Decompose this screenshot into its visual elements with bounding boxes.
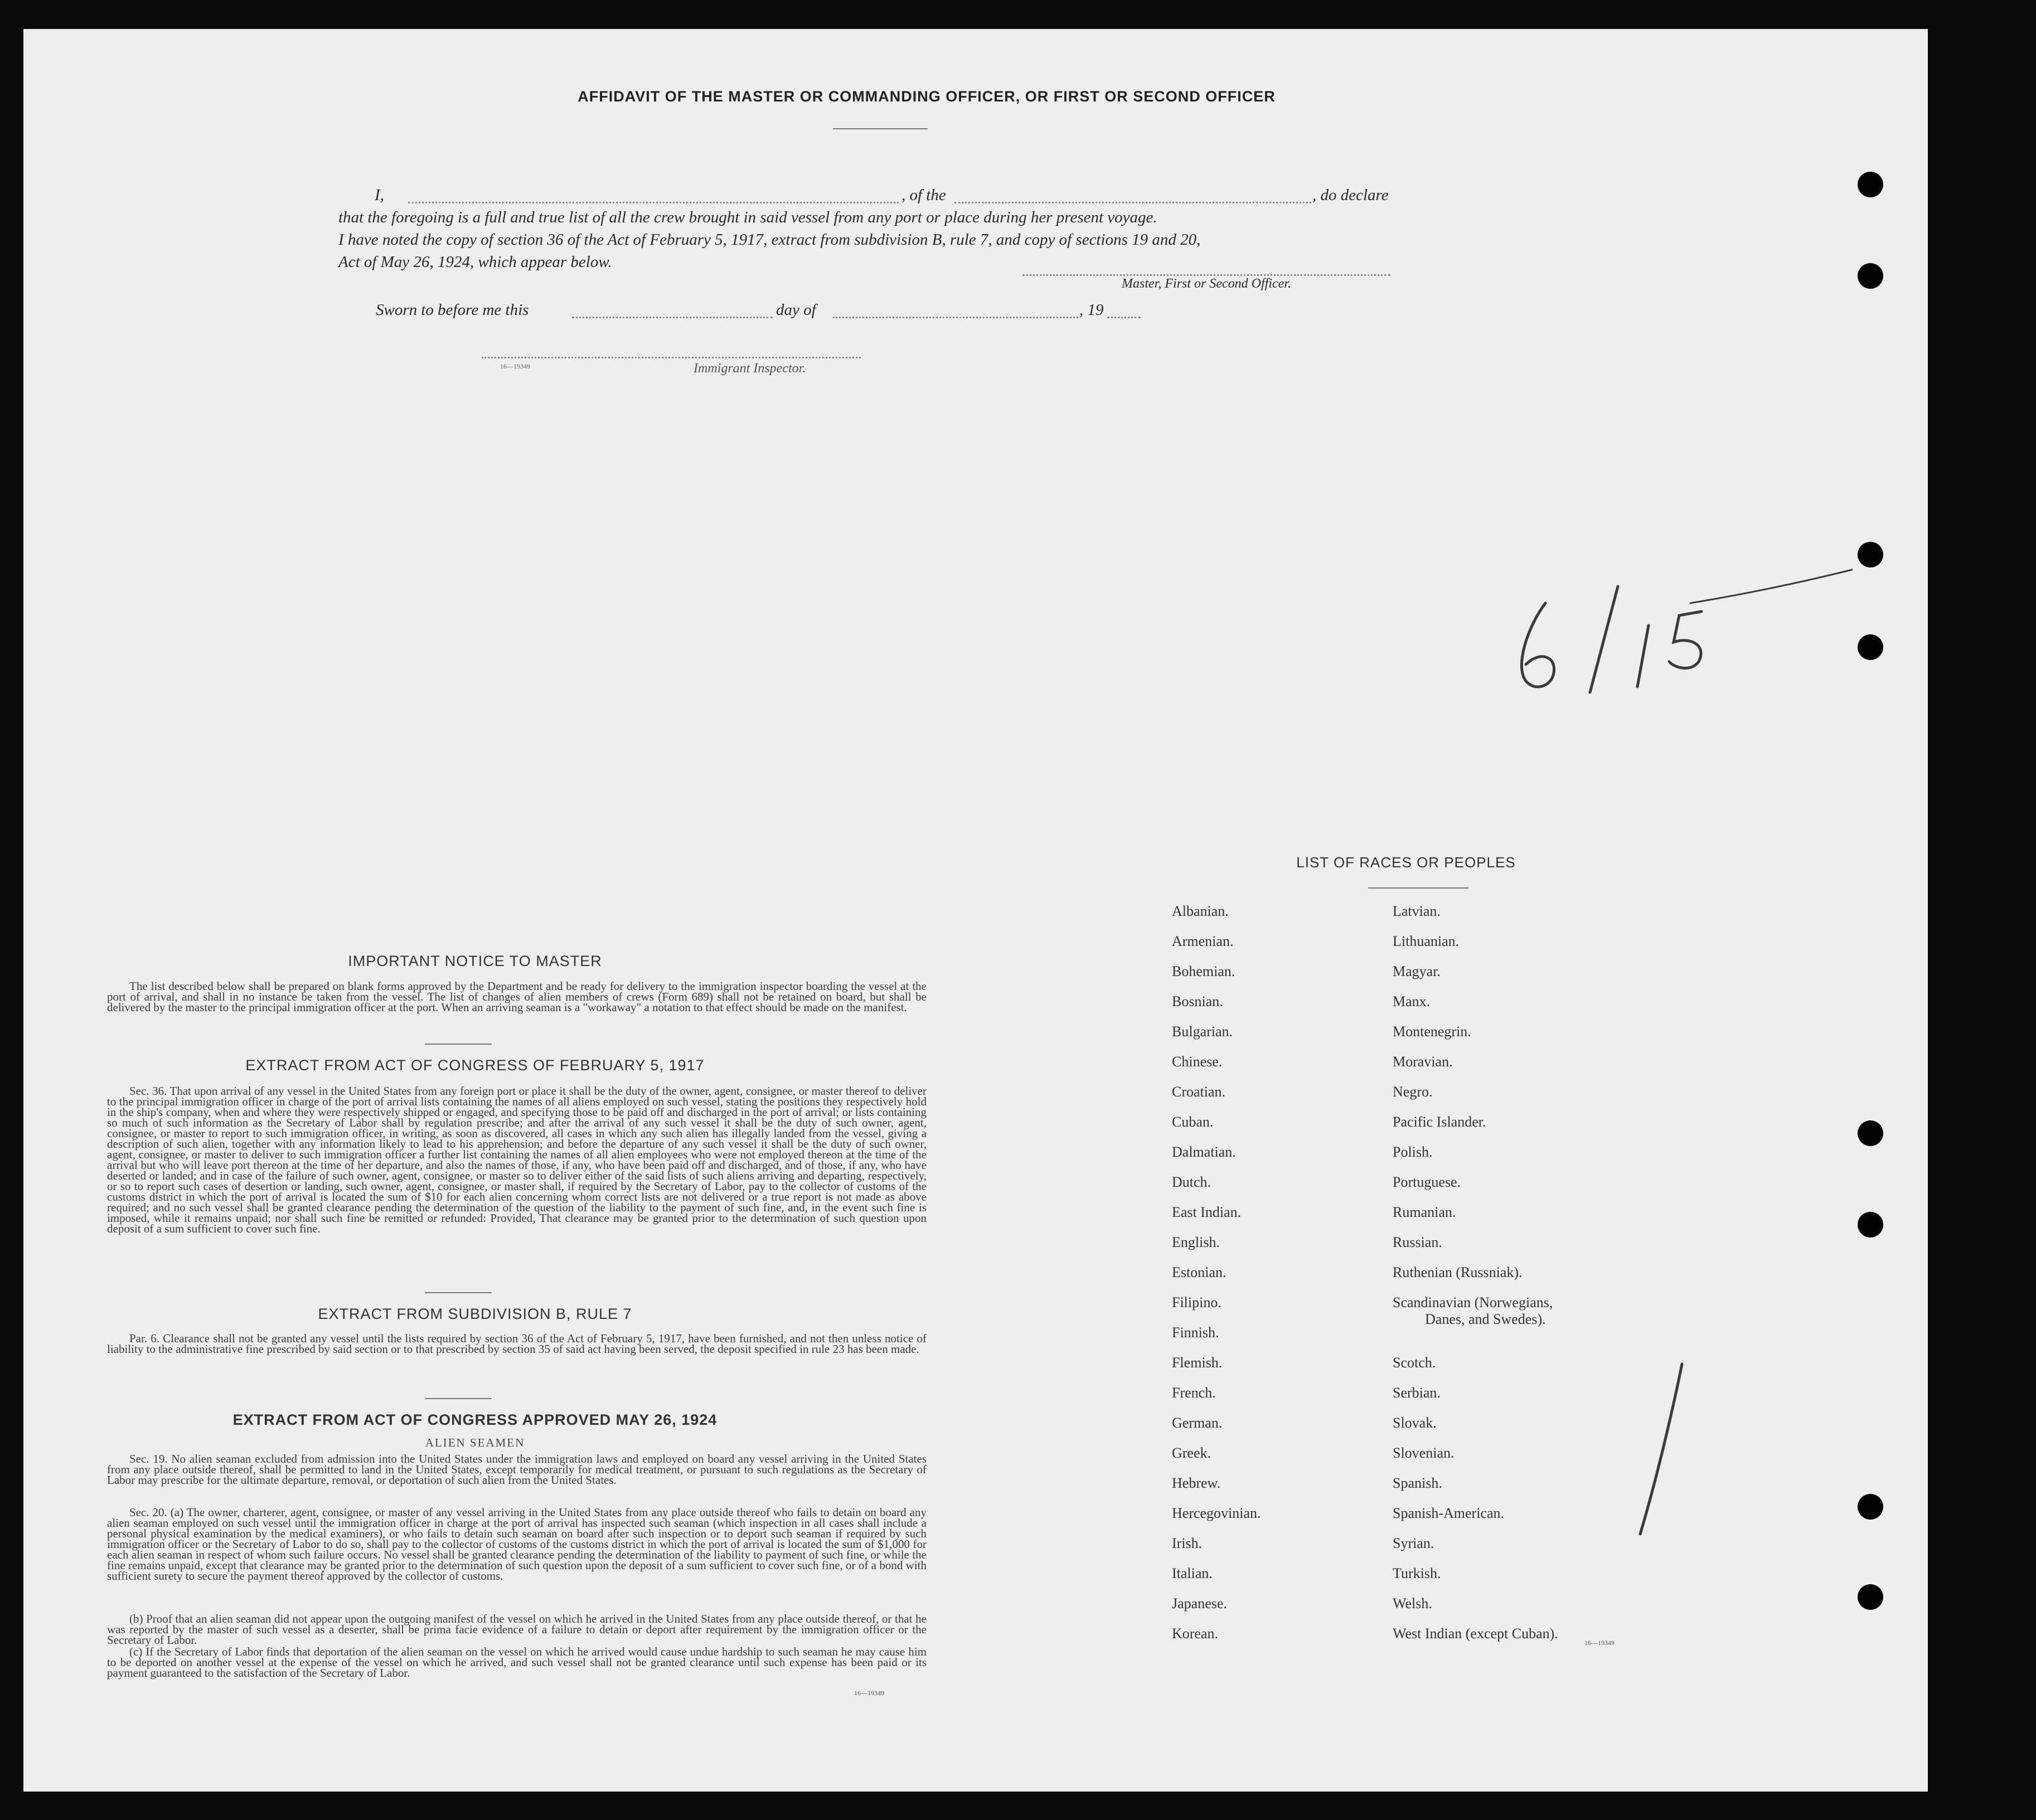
affidavit-line-3: I have noted the copy of section 36 of the Act of February 5, 1917, extract from subdivision B, rule 7, and copy of sections 19 and 20, [338,231,1201,249]
extract-1917-body: Sec. 36. That upon arrival of any vessel in the United States from any foreign port or place it shall be the duty of the owner, agent, consignee, or master thereof to deliver to the principal immigration officer in charge of the port of arrival lists containing the names of all aliens employed on such vessel, stating the positions they respectively hold in the ship's company, when and where they were respectively shipped or engaged, and specifying those to be paid off and discharged in the port of arrival; or lists containing so much of such information as the Secretary of Labor shall by regulation prescribe; and after the arrival of any such vessel it shall be the duty of such owner, agent, consignee, or master to report to such immigration officer, in writing, as soon as discovered, all cases in which any such alien has illegally landed from the vessel, giving a description of such alien, together with any information likely to lead to his apprehension; and before the departure of any such vessel it shall be the duty of such owner, agent, consignee, or master to deliver to such immigration officer a further list containing the names of all alien employees who were not employed thereon at the time of the arrival but who will leave port thereon at the time of her departure, and also the names of those, if any, who have been paid off and discharged, and of those, if any, who have deserted or landed; and in case of the failure of such owner, agent, consignee, or master so to deliver either of the said lists of such aliens arriving and departing, respectively, or so to report such cases of desertion or landing, such owner, agent, consignee, or master shall, if required by the Secretary of Labor, pay to the collector of customs of the customs district in which the port of arrival is located the sum of $10 for each alien concerning whom correct lists are not delivered or a true report is not made as above required; and no such vessel shall be granted clearance pending the determination of the question of the liability to the payment of such fine, and, in the event such fine is imposed, while it remains unpaid; nor shall such fine be remitted or refunded: Provided, That clearance may be granted prior to the determination of such question upon deposit of a sum sufficient to cover such fine. [107,1084,927,1235]
handwritten-mark-text: 6/15 [1506,553,1507,554]
race-item: Scandinavian (Norwegians, [1393,1294,1553,1311]
affidavit-title: AFFIDAVIT OF THE MASTER OR COMMANDING OFFICER, OR FIRST OR SECOND OFFICER [578,88,1276,105]
binder-hole [1858,1494,1883,1520]
binder-hole [1858,1212,1883,1237]
race-item: Magyar. [1393,963,1441,979]
race-item: English. [1172,1234,1220,1250]
race-item: Turkish. [1393,1565,1441,1581]
race-item: Rumanian. [1393,1204,1456,1220]
race-item: Bohemian. [1172,963,1235,979]
race-item: Danes, and Swedes). [1425,1311,1546,1327]
binder-hole [1858,1120,1883,1146]
race-item: Slovak. [1393,1415,1437,1431]
race-item: Slovenian. [1393,1445,1455,1461]
race-item: Greek. [1172,1445,1211,1461]
races-form-number: 16—19349 [1584,1639,1615,1647]
extract-1924-sec20a: Sec. 20. (a) The owner, charterer, agent, consignee, or master of any vessel arriving in the United States from any place outside thereof who fails to detain on board any alien seaman employed on such vessel until the immigration officer in charge at the port of arrival has inspected such seaman (which inspection in all cases shall include a personal physical examination by the medical examiners), or who fails to detain such seaman on board after such inspection or to deport such seaman if required by such immigration officer or the Secretary of Labor to do so, shall pay to the collector of customs of the customs district in which the port of arrival is located the sum of $1,000 for each alien seaman in respect of whom such failure occurs. No vessel shall be granted clearance pending the determination of the liability to payment of such fine, or while the fine remains unpaid, except that clearance may be granted prior to the determination of such question upon the deposit of a sum sufficient to cover such fine, or of a bond with sufficient surety to secure the payment thereof approved by the collector of customs. [107,1506,927,1583]
race-item: Cuban. [1172,1114,1214,1130]
race-item: Montenegrin. [1393,1023,1471,1040]
sworn-label: Sworn to before me this [376,301,529,319]
race-item: Spanish-American. [1393,1505,1505,1521]
race-item: Moravian. [1393,1054,1453,1070]
extract-1924-title: EXTRACT FROM ACT OF CONGRESS APPROVED MAY 26, 1924 [232,1411,718,1428]
sworn-year-blank [1107,317,1141,318]
affidavit-line-2: that the foregoing is a full and true list of all the crew brought in said vessel from any port or place during her present voyage. [338,208,1157,226]
race-item: Bosnian. [1172,993,1223,1010]
binder-hole [1858,542,1883,567]
race-item: Scotch. [1393,1355,1436,1371]
notice-title: IMPORTANT NOTICE TO MASTER [348,953,602,969]
handwritten-digit-1 [1637,625,1649,687]
race-item: German. [1172,1415,1223,1431]
document-page [23,29,1928,1792]
affidavit-form-number: 16—19349 [500,362,530,370]
affidavit-of-the: , of the [901,186,946,204]
race-item: Estonian. [1172,1264,1227,1280]
race-item: Filipino. [1172,1294,1221,1311]
race-item: Portuguese. [1393,1174,1461,1190]
extract-1924-sec19: Sec. 19. No alien seaman excluded from admission into the United States under the immigration laws and employed on board any vessel arriving in the United States from any place outside thereof, shall be permitted to land in the United States, except temporarily for medical treatment, or pursuant to such regulations as the Secretary of Labor may prescribe for the ultimate departure, removal, or deportation of such alien from the United States. [107,1452,927,1487]
race-item: Finnish. [1172,1324,1219,1341]
extract-1917-title: EXTRACT FROM ACT OF CONGRESS OF FEBRUARY 5, 1917 [245,1057,705,1074]
races-column-1 [1172,903,1361,1656]
rule7-title: EXTRACT FROM SUBDIVISION B, RULE 7 [318,1305,632,1322]
race-item: Croatian. [1172,1084,1226,1100]
races-title-underline [1368,887,1468,889]
race-item: Negro. [1393,1084,1433,1100]
race-item: Ruthenian (Russniak). [1393,1264,1523,1280]
notice-body: The list described below shall be prepared on blank forms approved by the Department and be ready for delivery to the immigration inspector boarding the vessel at the port of arrival, and shall in no instance be taken from the vessel. The list of changes of alien members of crews (Form 689) shall not be retained on board, but shall be delivered by the master to the principal immigration officer at the port. When an arriving seaman is a "workaway" a notation to that effect should be made on the manifest. [107,979,927,1014]
race-item: Syrian. [1393,1535,1434,1551]
year-label: , 19 [1079,301,1104,319]
race-item: Dutch. [1172,1174,1211,1190]
vessel-blank [954,202,1311,203]
race-item: Korean. [1172,1625,1219,1642]
inspector-signature-line [482,357,861,358]
extract-1917-divider [425,1292,492,1293]
race-item: Hercegovinian. [1172,1505,1261,1521]
race-item: West Indian (except Cuban). [1393,1625,1558,1642]
extract-1924-subtitle: ALIEN SEAMEN [425,1436,525,1449]
race-item: Polish. [1393,1144,1433,1160]
race-item: Serbian. [1393,1385,1441,1401]
race-item: Hebrew. [1172,1475,1221,1491]
binder-hole [1858,634,1883,660]
race-item: Japanese. [1172,1595,1227,1612]
handwritten-flourish [1690,570,1852,603]
rule7-divider [425,1398,492,1399]
race-item: Pacific Islander. [1393,1114,1486,1130]
race-item: French. [1172,1385,1216,1401]
handwritten-slash [1590,586,1618,692]
affidavit-line-4: Act of May 26, 1924, which appear below. [338,253,612,271]
rule7-body: Par. 6. Clearance shall not be granted any vessel until the lists required by section 36 of the Act of February 5, 1917, have been furnished, and not then unless notice of liability to the administrative fine prescribed by said section or to that prescribed by section 35 of said act having been served, the deposit specified in rule 23 has been made. [107,1332,927,1356]
binder-hole [1858,263,1883,289]
handwritten-mark [1506,553,1863,720]
race-item: Manx. [1393,993,1431,1010]
title-underline [833,128,928,129]
race-item: Albanian. [1172,903,1229,919]
handwritten-digit-5 [1669,611,1701,668]
race-item: Armenian. [1172,933,1234,949]
sworn-month-blank [833,317,1078,318]
races-column-2 [1393,903,1683,1656]
master-label: Master, First or Second Officer. [1122,276,1291,291]
sworn-line [376,301,1167,323]
race-item: Italian. [1172,1565,1213,1581]
handwritten-digit-6 [1521,603,1554,687]
inspector-label: Immigrant Inspector. [694,361,806,376]
master-signature-line [1022,274,1390,276]
extract-1924-sec20b: (b) Proof that an alien seaman did not appear upon the outgoing manifest of the vessel on which he arrived in the United States from any place outside thereof, or that he was reported by the master of such vessel as a deserter, shall be prima facie evidence of a failure to detain or deport after requirement by the immigration officer or the Secretary of Labor. [107,1612,927,1647]
extract-1924-sec20c: (c) If the Secretary of Labor finds that deportation of the alien seaman on the vessel on which he arrived would cause undue hardship to such seaman he may cause him to be deported on another vessel at the expense of the vessel on which he arrived, and such vessel shall not be granted clearance until such expense has been paid or its payment guaranteed to the satisfaction of the Secretary of Labor. [107,1645,927,1680]
race-item: Dalmatian. [1172,1144,1236,1160]
binder-hole [1858,1584,1883,1610]
sworn-day-blank [572,317,773,318]
affidavit-i: I, [375,186,384,204]
race-item: Chinese. [1172,1054,1223,1070]
race-item: Latvian. [1393,903,1441,919]
race-item: Irish. [1172,1535,1203,1551]
extract-1924-form-number: 16—19349 [854,1689,884,1697]
race-item: Bulgarian. [1172,1023,1233,1040]
day-of-label: day of [776,301,816,319]
races-title: LIST OF RACES OR PEOPLES [1296,854,1516,871]
race-item: Lithuanian. [1393,933,1460,949]
race-item: East Indian. [1172,1204,1242,1220]
race-item: Flemish. [1172,1355,1223,1371]
binder-hole [1858,172,1883,197]
name-blank [408,202,899,203]
notice-divider [425,1044,492,1045]
affidavit-declare: , do declare [1312,186,1389,204]
affidavit-line-1 [375,186,1412,206]
race-item: Welsh. [1393,1595,1432,1612]
race-item: Russian. [1393,1234,1442,1250]
race-item: Spanish. [1393,1475,1442,1491]
